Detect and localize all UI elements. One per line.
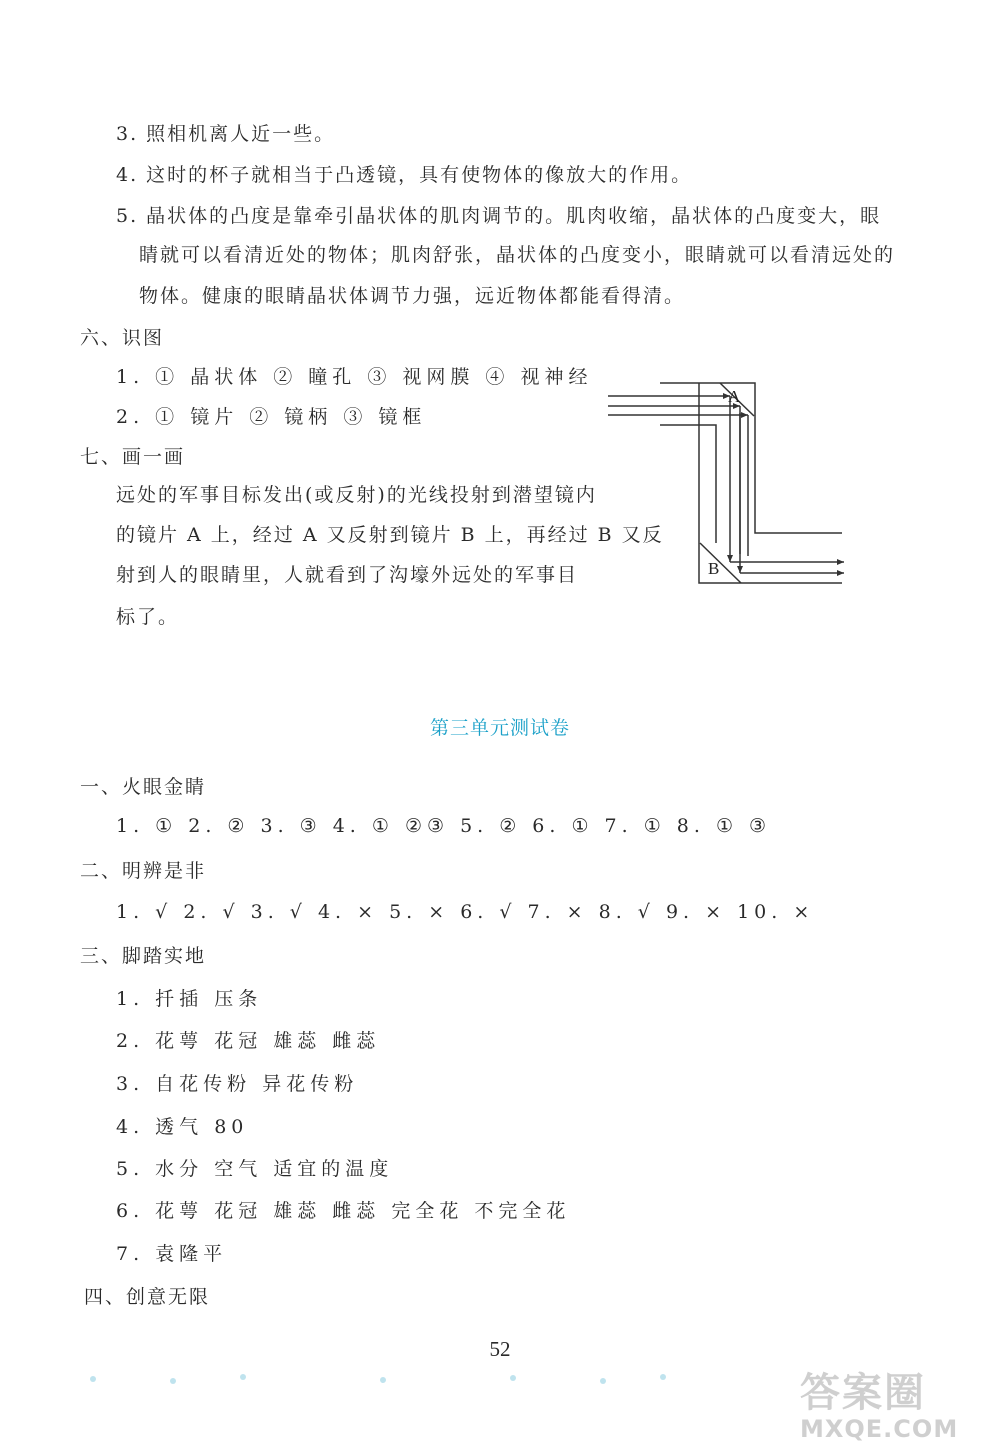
fill-item-7: 7. 袁隆平	[116, 1243, 228, 1265]
fill-item-2: 2. 花萼 花冠 雄蕊 雌蕊	[116, 1030, 381, 1052]
draw-line-3: 射到人的眼睛里，人就看到了沟壕外远处的军事目	[116, 564, 579, 586]
periscope-outer-wall-2	[699, 383, 842, 583]
fill-item-1: 1. 扦插 压条	[116, 988, 263, 1010]
choice-answers: 1. ① 2. ② 3. ③ 4. ① ②③ 5. ② 6. ① 7. ① 8. ① ③	[116, 815, 772, 837]
judge-answers: 1. √ 2. √ 3. √ 4. × 5. × 6. √ 7. × 8. √ 9. × 10. ×	[116, 901, 815, 923]
identify-line-1: 1. ① 晶状体 ② 瞳孔 ③ 视网膜 ④ 视神经	[116, 366, 593, 388]
mirror-b-label: B	[708, 559, 720, 578]
fill-item-6: 6. 花萼 花冠 雄蕊 雌蕊 完全花 不完全花	[116, 1200, 571, 1222]
answer-line-3: 3. 照相机离人近一些。	[116, 123, 336, 145]
answer-line-4: 4. 这时的杯子就相当于凸透镜，具有使物体的像放大的作用。	[116, 164, 693, 186]
fill-item-5: 5. 水分 空气 适宜的温度	[116, 1158, 394, 1180]
draw-line-1: 远处的军事目标发出(或反射)的光线投射到潜望镜内	[116, 484, 597, 506]
draw-line-4: 标了。	[116, 606, 180, 628]
periscope-inner-wall	[660, 425, 716, 543]
mirror-b	[700, 543, 741, 583]
draw-line-2: 的镜片 A 上，经过 A 又反射到镜片 B 上，再经过 B 又反	[116, 524, 664, 546]
section-heading-1: 一、火眼金睛	[80, 776, 207, 798]
page-number: 52	[489, 1337, 511, 1361]
answer-line-5b: 睛就可以看清近处的物体；肌肉舒张，晶状体的凸度变小，眼睛就可以看清远处的	[139, 244, 896, 266]
identify-line-2: 2. ① 镜片 ② 镜柄 ③ 镜框	[116, 406, 427, 428]
fill-item-3: 3. 自花传粉 异花传粉	[116, 1073, 359, 1095]
section-heading-2: 二、明辨是非	[80, 860, 207, 882]
mirror-a-label: A	[728, 387, 741, 406]
watermark-bottom: MXQE.COM	[800, 1415, 959, 1443]
decorative-dots	[80, 1372, 680, 1386]
fill-item-4: 4. 透气 80	[116, 1116, 249, 1138]
unit-title: 第三单元测试卷	[429, 717, 570, 739]
answer-line-5c: 物体。健康的眼睛晶状体调节力强，远近物体都能看得清。	[139, 285, 686, 307]
section-heading-identify: 六、识图	[80, 327, 165, 349]
watermark-logo	[800, 1370, 990, 1448]
periscope-diagram	[604, 378, 854, 593]
section-heading-3: 三、脚踏实地	[80, 945, 207, 967]
watermark-top: 答案圈	[800, 1370, 926, 1416]
section-heading-4: 四、创意无限	[84, 1286, 211, 1308]
section-heading-draw: 七、画一画	[80, 446, 186, 468]
answer-line-5a: 5. 晶状体的凸度是靠牵引晶状体的肌肉调节的。肌肉收缩，晶状体的凸度变大，眼	[116, 205, 882, 227]
